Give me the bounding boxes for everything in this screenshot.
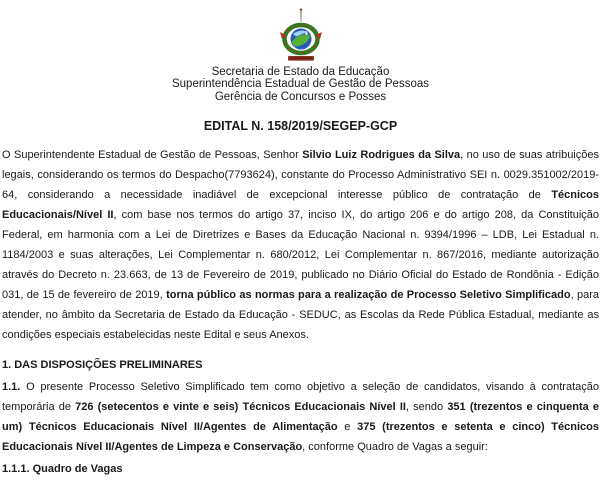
org-line-superintendencia: Superintendência Estadual de Gestão de Pessoas [171,78,429,91]
document-header [2,8,599,103]
item-1-1-paragraph: 1.1. O presente Processo Seletivo Simplificado tem como objetivo a seleção de candidatos, visando à contratação temporária de 726 (setecentos e vinte e seis) Técnicos Educacionais Nível II, sendo 351 (trezentos e cinquenta e um) Técnicos Educacionais Nível II/Agentes de Alimentação e 375 (trezentos e setenta e cinco) Técnicos Educacionais Nível II/Agentes de Limpeza e Conservação, conforme Quadro de Vagas a seguir: [2,381,600,454]
intro-paragraph: O Superintendente Estadual de Gestão de Pessoas, Senhor Silvio Luiz Rodrigues da Silva, no uso de suas atribuições legais, considerando os termos do Despacho(7793624), constante do Processo Administrativo SEI n. 0029.351002/2019-64, considerando a necessidade inadiável de excepcional interesse público de contratação de Técnicos Educacionais/Nível II, com base nos termos do artigo 37, inciso IX, do artigo 206 e do artigo 208, da Constituição Federal, em harmonia com a Lei de Diretrizes e Bases da Educação Nacional n. 9394/1996 – LDB, Lei Estadual n. 1184/2003 e suas alterações, Lei Complementar n. 680/2012, Lei Complementar n. 867/2016, mediante autorização através do Decreto n. 23.663, de 13 de Fevereiro de 2019, publicado no Diário Oficial do Estado de Rondônia - Edição 031, de 15 de fevereiro de 2019, torna público as normas para a realização de Processo Seletivo Simplificado, para atender, no âmbito da Secretaria de Estado da Educação - SEDUC, as Escolas da Rede Pública Estadual, mediante as condições especiais estabelecidas neste Edital e seus Anexos. [2,149,599,342]
org-line-gerencia: Gerência de Concursos e Posses [214,90,387,103]
org-name-block [2,66,599,103]
section-1-heading: 1. DAS DISPOSIÇÕES PRELIMINARES [2,359,203,372]
org-line-secretaria: Secretaria de Estado da Educação [211,66,390,78]
rondonia-coat-of-arms-icon [2,8,599,64]
item-1-1-1-heading: 1.1.1. Quadro de Vagas [2,463,123,476]
edital-title: EDITAL N. 158/2019/SEGEP-GCP [203,119,398,134]
